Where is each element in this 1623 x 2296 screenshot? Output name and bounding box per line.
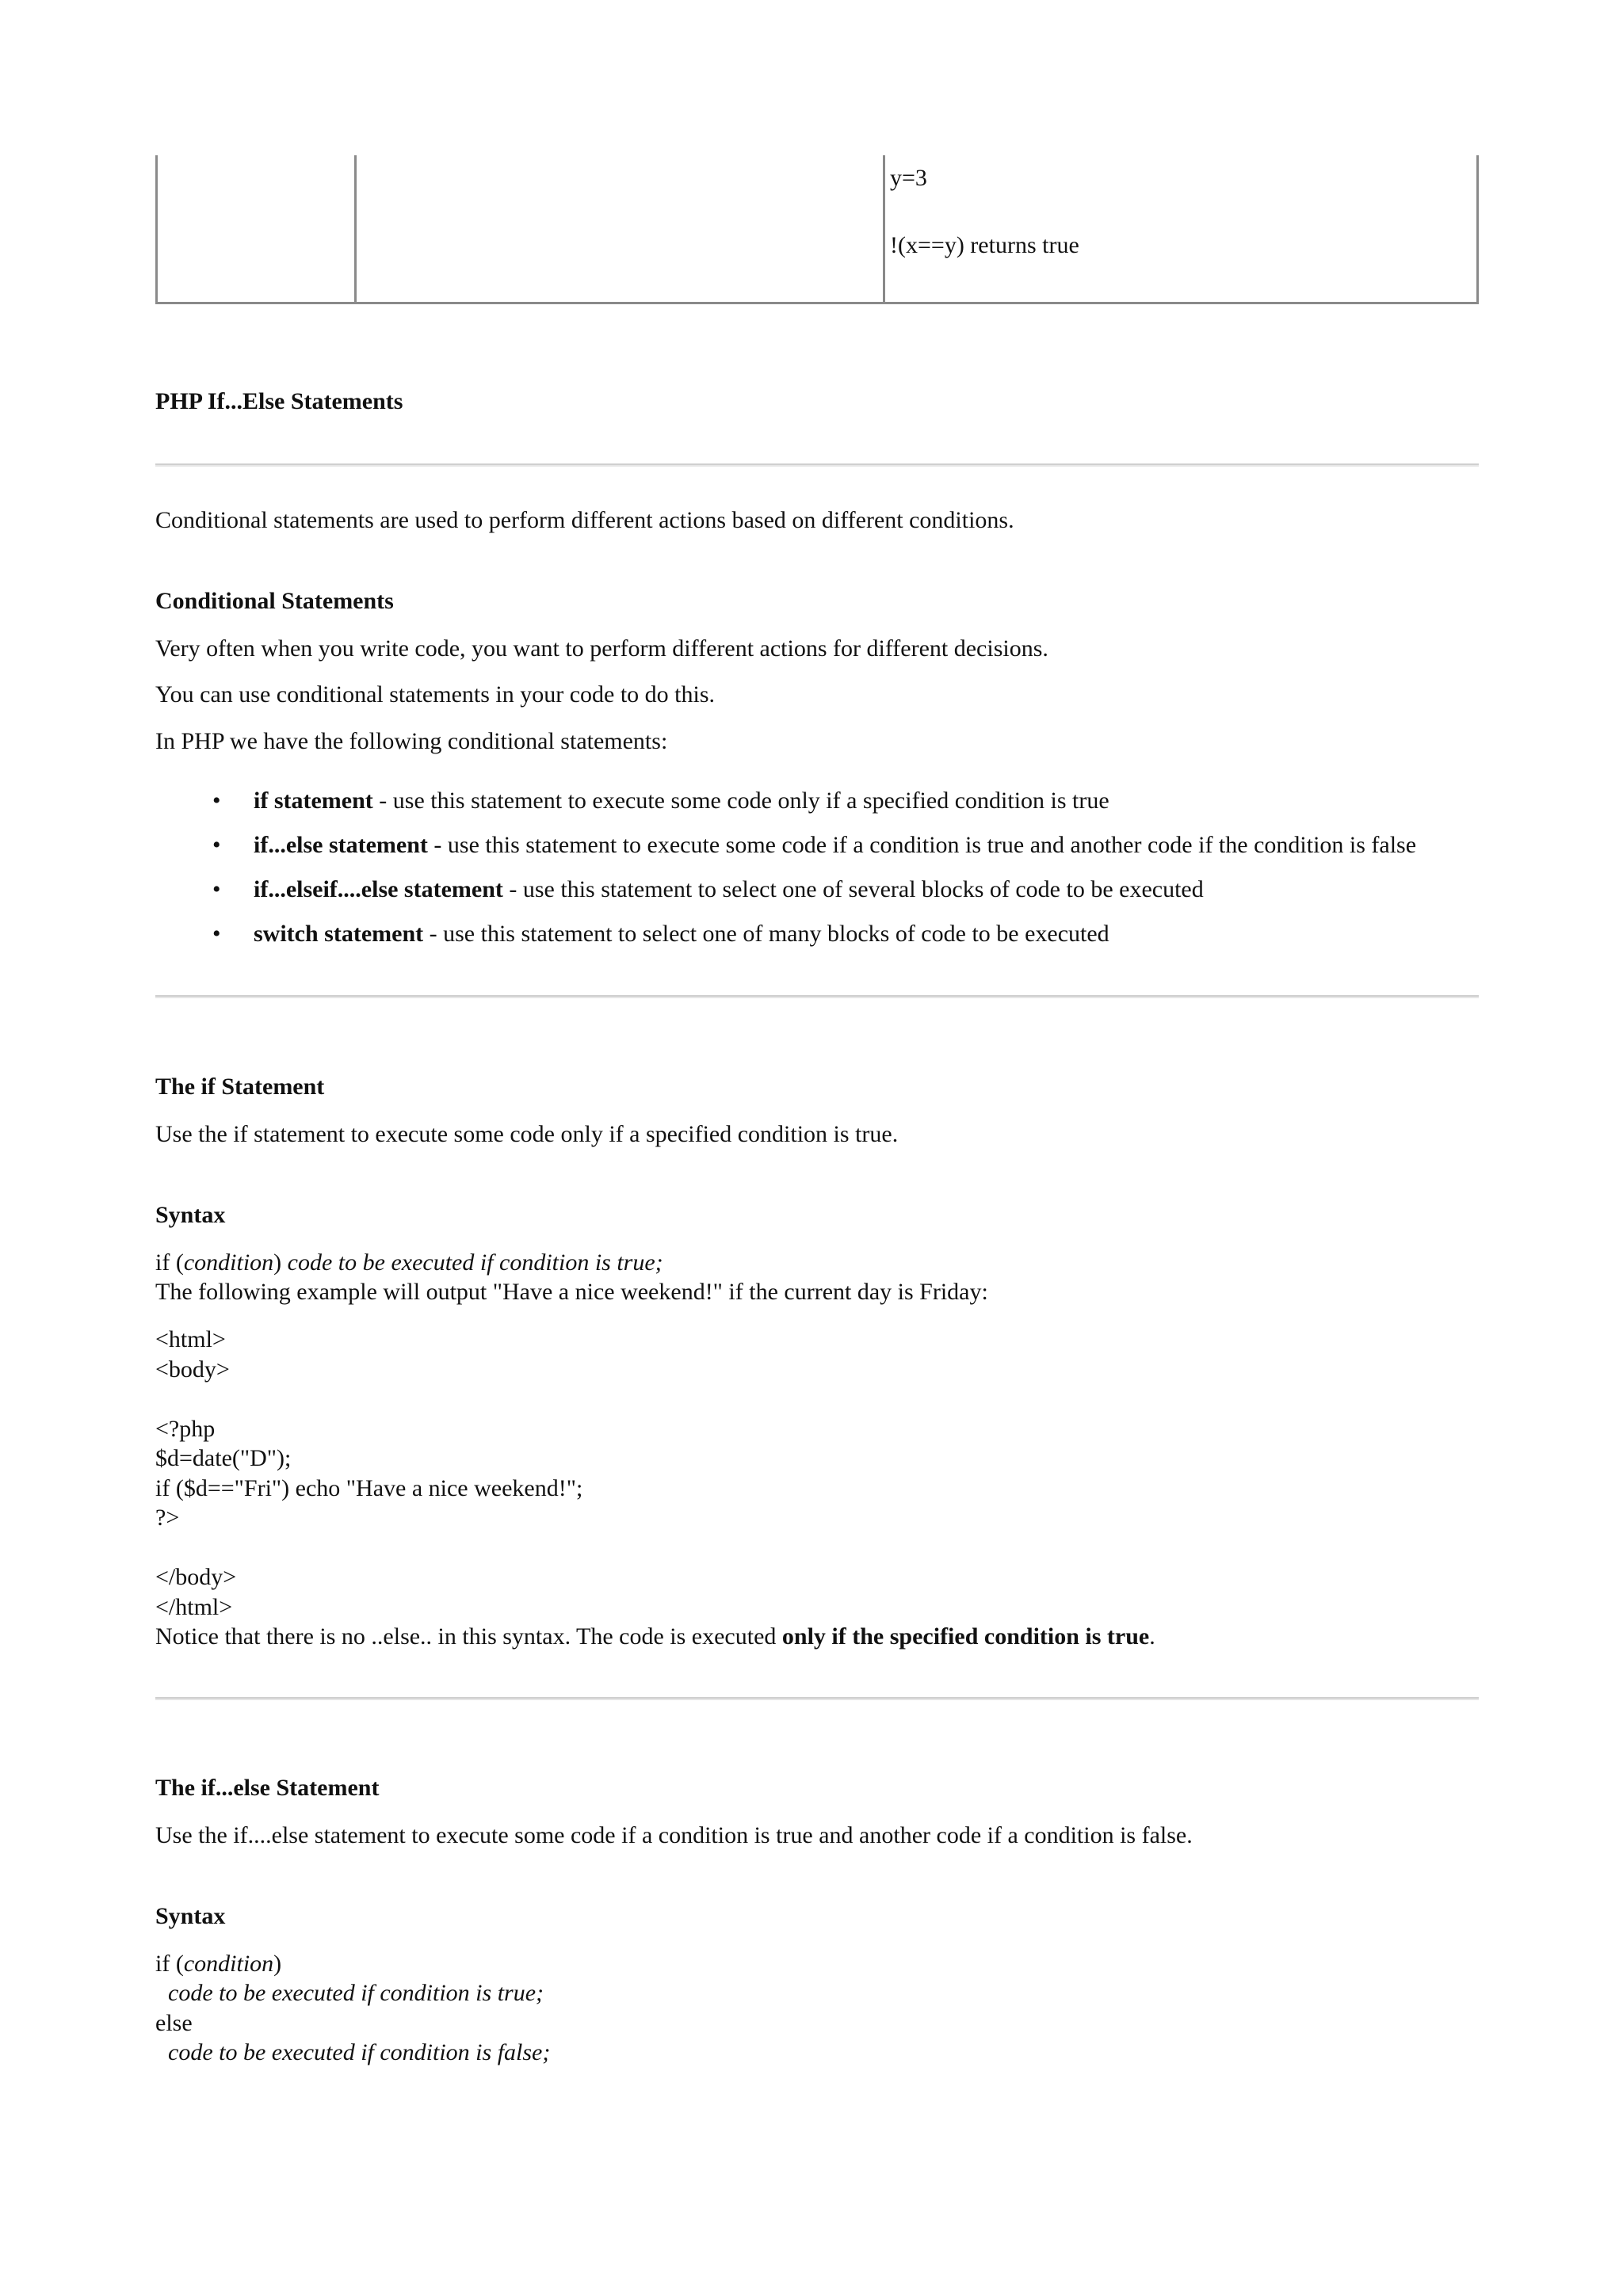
syntax-condition: condition: [183, 1951, 274, 1977]
conditional-statements-heading: Conditional Statements: [155, 588, 394, 614]
bullet-icon: •: [212, 788, 221, 814]
list-item-term: switch statement: [254, 921, 424, 947]
list-item-term: if...elseif....else statement: [254, 876, 503, 902]
divider: [155, 463, 1479, 467]
paragraph: You can use conditional statements in your code to do this.: [155, 681, 716, 707]
paragraph: The following example will output "Have a nice weekend!" if the current day is Friday:: [155, 1279, 988, 1305]
paragraph: In PHP we have the following conditional statements:: [155, 728, 668, 754]
syntax-code: code to be executed if condition is false;: [168, 2039, 551, 2065]
code-line: [155, 1533, 582, 1563]
syntax-line: [155, 1949, 281, 1979]
list-item-desc: - use this statement to select one of many blocks of code to be executed: [423, 921, 1109, 947]
code-line: ?>: [155, 1505, 180, 1531]
syntax-line: [155, 1248, 663, 1278]
list-item-desc: - use this statement to execute some code if a condition is true and another code if the condition is false: [427, 832, 1417, 858]
paragraph: Use the if statement to execute some code only if a specified condition is true.: [155, 1121, 899, 1147]
code-line: <body>: [155, 1356, 230, 1383]
syntax-keyword: else: [155, 2010, 193, 2036]
syntax-keyword: ): [273, 1249, 288, 1276]
code-line: </html>: [155, 1593, 233, 1620]
list-item-desc: - use this statement to execute some code only if a specified condition is true: [372, 788, 1109, 814]
intro-paragraph: Conditional statements are used to perform different actions based on different conditions.: [155, 507, 1014, 533]
list-item-term: if statement: [254, 788, 373, 814]
syntax-keyword: if (: [155, 1951, 184, 1977]
divider: [155, 995, 1479, 998]
syntax-heading: Syntax: [155, 1903, 226, 1929]
if-else-statement-heading: The if...else Statement: [155, 1775, 380, 1801]
bullet-icon: •: [212, 876, 221, 902]
syntax-code: code to be executed if condition is true;: [168, 1980, 544, 2006]
code-line: <html>: [155, 1326, 226, 1352]
notice-text: Notice that there is no ..else.. in this syntax. The code is executed: [155, 1623, 782, 1650]
divider: [155, 1697, 1479, 1700]
code-line: [155, 1384, 582, 1414]
if-statement-heading: The if Statement: [155, 1074, 325, 1100]
syntax-heading: Syntax: [155, 1202, 226, 1228]
code-example: [155, 1325, 582, 1622]
table-cell-line: !(x==y) returns true: [890, 232, 1079, 258]
syntax-keyword: ): [273, 1951, 282, 1977]
list-item-desc: - use this statement to select one of several blocks of code to be executed: [502, 876, 1204, 902]
operators-table-fragment: [155, 155, 1479, 304]
bullet-icon: •: [212, 921, 221, 947]
paragraph: Use the if....else statement to execute some code if a condition is true and another code if a condition is false.: [155, 1822, 1193, 1848]
notice-text: .: [1149, 1623, 1155, 1650]
page-title: PHP If...Else Statements: [155, 388, 403, 414]
bullet-icon: •: [212, 832, 221, 858]
table-cell-line: y=3: [890, 165, 927, 191]
list-item-term: if...else statement: [254, 832, 428, 858]
table-column-divider: [883, 155, 885, 302]
code-line: <?php: [155, 1415, 216, 1442]
paragraph: Very often when you write code, you want to perform different actions for different decisions.: [155, 635, 1048, 662]
notice-paragraph: [155, 1622, 1155, 1652]
syntax-condition: condition: [183, 1249, 274, 1276]
syntax-code: code to be executed if condition is true;: [287, 1249, 663, 1276]
syntax-keyword: if (: [155, 1249, 184, 1276]
table-column-divider: [354, 155, 357, 302]
code-line: $d=date("D");: [155, 1445, 292, 1471]
notice-emphasis: only if the specified condition is true: [781, 1623, 1150, 1650]
code-line: if ($d=="Fri") echo "Have a nice weekend!";: [155, 1474, 583, 1501]
code-line: </body>: [155, 1564, 237, 1590]
